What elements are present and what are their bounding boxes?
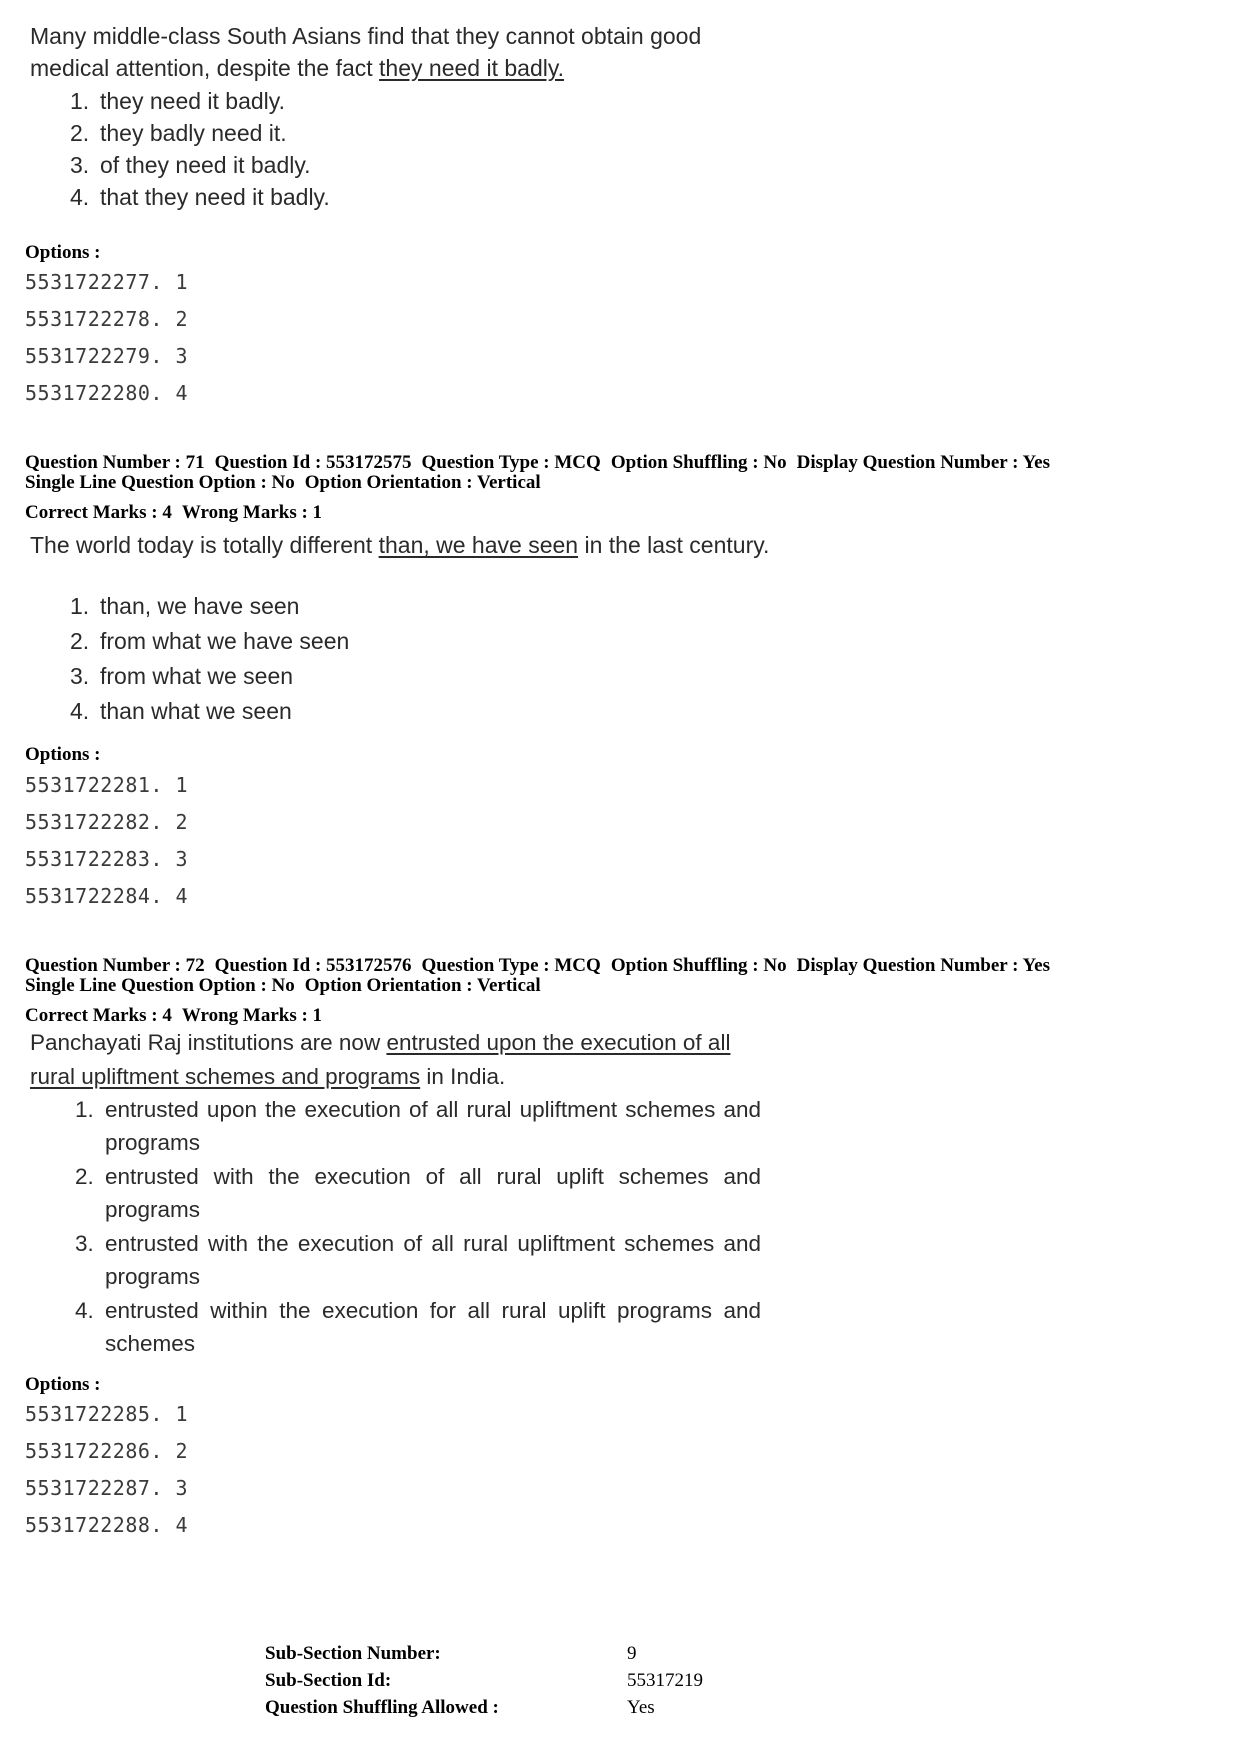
option-id-row: 5531722288. 4 bbox=[25, 1513, 189, 1537]
question-meta-line: Question Number : 72 Question Id : 553172576 Question Type : MCQ Option Shuffling : No Display Question Number : Yes bbox=[25, 955, 1050, 976]
answer-choices bbox=[75, 1093, 761, 1361]
marks-line: Correct Marks : 4 Wrong Marks : 1 bbox=[25, 1005, 323, 1026]
answer-choice: 2. entrusted with the execution of all rural uplift schemes and programs bbox=[75, 1164, 761, 1222]
question-stem: Many middle-class South Asians find that they cannot obtain good medical attention, despite the fact they need it badly. bbox=[30, 23, 702, 81]
question-stem: Panchayati Raj institutions are now entrusted upon the execution of all rural upliftment schemes and programs in India. bbox=[30, 1030, 731, 1089]
answer-choice: 1. than, we have seen bbox=[70, 593, 300, 619]
option-id-row: 5531722281. 1 bbox=[25, 773, 189, 797]
answer-choice: 4. entrusted within the execution for all rural uplift programs and schemes bbox=[75, 1298, 761, 1356]
answer-choices bbox=[70, 88, 770, 216]
underlined-phrase: entrusted upon the execution of all rural upliftment schemes and programs bbox=[30, 1030, 731, 1089]
subsection-number-row: Sub-Section Number: 9 bbox=[265, 1642, 637, 1664]
answer-choice: 2. from what we have seen bbox=[70, 628, 350, 654]
answer-choices bbox=[70, 593, 770, 733]
question-meta-line: Question Number : 71 Question Id : 553172575 Question Type : MCQ Option Shuffling : No Display Question Number : Yes bbox=[25, 452, 1050, 473]
options-label: Options : bbox=[25, 744, 101, 765]
answer-choice: 1. entrusted upon the execution of all rural upliftment schemes and programs bbox=[75, 1097, 761, 1155]
option-id-row: 5531722285. 1 bbox=[25, 1402, 189, 1426]
underlined-phrase: than, we have seen bbox=[378, 532, 579, 558]
option-id-row: 5531722279. 3 bbox=[25, 344, 189, 368]
option-id-row: 5531722277. 1 bbox=[25, 270, 189, 294]
option-id-row: 5531722286. 2 bbox=[25, 1439, 189, 1463]
question-stem: The world today is totally different than, we have seen in the last century. bbox=[30, 532, 770, 558]
answer-choice: 4. that they need it badly. bbox=[70, 184, 330, 210]
answer-choice: 3. from what we seen bbox=[70, 663, 294, 689]
marks-line: Correct Marks : 4 Wrong Marks : 1 bbox=[25, 502, 323, 523]
subsection-id-row: Sub-Section Id: 55317219 bbox=[265, 1669, 703, 1691]
question-shuffling-row: Question Shuffling Allowed : Yes bbox=[265, 1696, 655, 1718]
subsection-info bbox=[265, 1640, 703, 1721]
options-label: Options : bbox=[25, 1374, 101, 1395]
option-id-row: 5531722282. 2 bbox=[25, 810, 189, 834]
option-id-row: 5531722284. 4 bbox=[25, 884, 189, 908]
option-id-row: 5531722278. 2 bbox=[25, 307, 189, 331]
option-id-row: 5531722287. 3 bbox=[25, 1476, 189, 1500]
option-id-row: 5531722280. 4 bbox=[25, 381, 189, 405]
option-id-row: 5531722283. 3 bbox=[25, 847, 189, 871]
answer-choice: 3. entrusted with the execution of all rural upliftment schemes and programs bbox=[75, 1231, 761, 1289]
options-label: Options : bbox=[25, 242, 101, 263]
answer-choice: 3. of they need it badly. bbox=[70, 152, 311, 178]
question-meta-line: Single Line Question Option : No Option Orientation : Vertical bbox=[25, 975, 541, 996]
answer-choice: 4. than what we seen bbox=[70, 698, 292, 724]
underlined-phrase: they need it badly. bbox=[379, 55, 565, 81]
question-meta-line: Single Line Question Option : No Option Orientation : Vertical bbox=[25, 472, 541, 493]
answer-choice: 1. they need it badly. bbox=[70, 88, 285, 114]
answer-choice: 2. they badly need it. bbox=[70, 120, 287, 146]
